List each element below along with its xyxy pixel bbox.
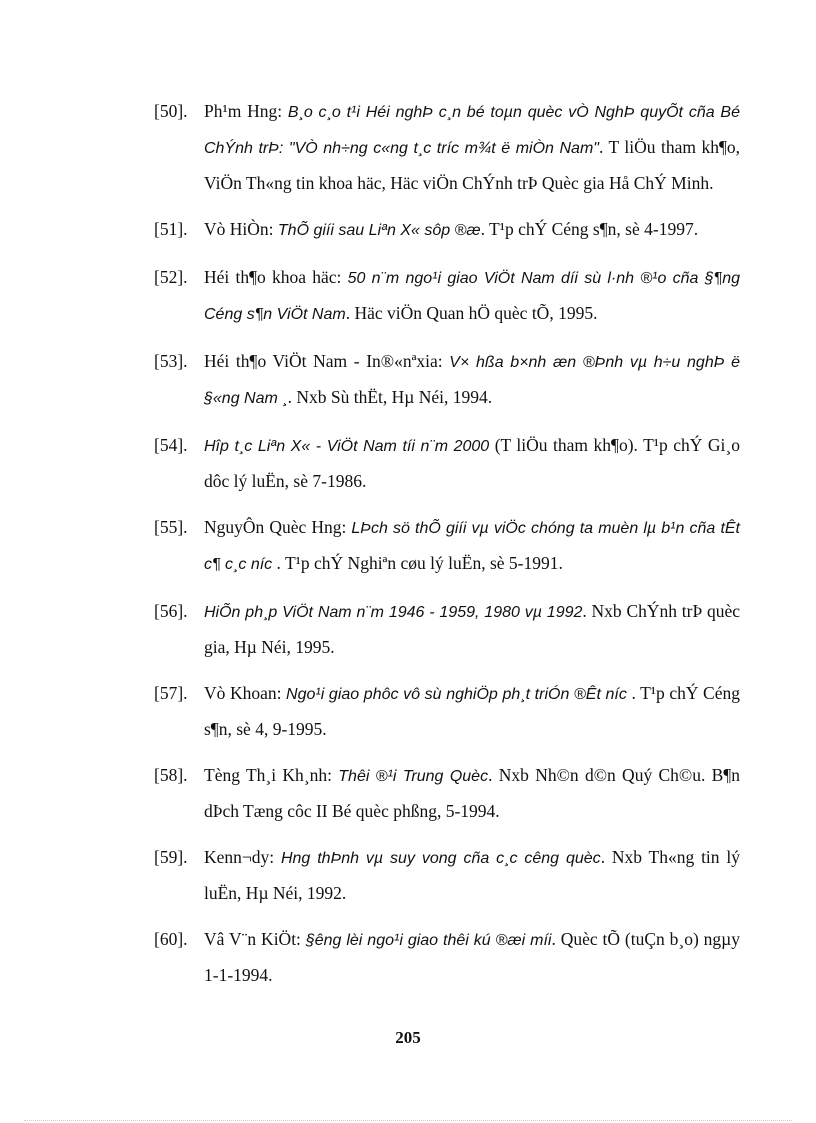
reference-author: Ph¹m Hng:	[204, 101, 288, 121]
reference-number: [50].	[154, 101, 188, 121]
reference-number: [52].	[154, 267, 188, 287]
reference-text	[204, 428, 740, 498]
reference-number: [54].	[154, 435, 188, 455]
reference-title: LÞch sö thÕ giíi vµ viÖc chóng ta muèn lµ b¹n cña tÊt c¶ c¸c níc	[204, 520, 741, 573]
reference-author: NguyÔn Quèc Hng:	[204, 517, 352, 537]
reference-item	[154, 510, 740, 582]
page-bottom-divider	[24, 1120, 792, 1121]
reference-title: Thêi ®¹i Trung Quèc	[338, 768, 489, 785]
reference-author: Héi th¶o ViÖt Nam - In®«nªxia:	[204, 351, 450, 371]
reference-text	[204, 260, 740, 332]
reference-publication-info: . T¹p chÝ Nghiªn cøu lý luËn, sè 5-1991.	[272, 553, 563, 573]
reference-number: [59].	[154, 847, 188, 867]
reference-title: HiÕn ph¸p ViÖt Nam n¨m 1946 - 1959, 1980 vµ 1992	[204, 604, 583, 621]
reference-title: V× hßa b×nh æn ®Þnh vµ h÷u nghÞ ë §«ng Nam ¸	[204, 354, 741, 407]
reference-item	[154, 344, 740, 416]
reference-text	[204, 212, 740, 248]
reference-text	[204, 922, 740, 992]
reference-number: [60].	[154, 929, 188, 949]
reference-text	[204, 344, 740, 416]
reference-publication-info: . Nxb ChÝnh trÞ quèc gia, Hµ Néi, 1995.	[204, 601, 740, 657]
reference-title: Ngo¹i giao phôc vô sù nghiÖp ph¸t triÓn ®Êt níc	[286, 686, 627, 703]
reference-publication-info: . Nxb Nh©n d©n Quý Ch©u. B¶n dÞch Tæng côc II Bé quèc phßng, 5-1994.	[204, 765, 741, 821]
reference-list	[154, 94, 740, 1004]
reference-publication-info: . Quèc tÕ (tuÇn b¸o) ngµy 1-1-1994.	[204, 929, 741, 985]
reference-text	[204, 676, 740, 746]
reference-title: B¸o c¸o t¹i Héi nghÞ c¸n bé toµn quèc vÒ NghÞ quyÕt cña Bé ChÝnh trÞ: "VÒ nh÷ng c«ng t¸c tríc m¾t ë miÒn Nam"	[204, 104, 740, 157]
reference-item	[154, 212, 740, 248]
reference-publication-info: . Nxb Sù thËt, Hµ Néi, 1994.	[287, 387, 493, 407]
reference-author: Héi th¶o khoa häc:	[204, 267, 348, 287]
reference-item	[154, 428, 740, 498]
reference-publication-info: . T¹p chÝ Céng s¶n, sè 4-1997.	[480, 219, 699, 239]
reference-text	[204, 758, 740, 828]
reference-number: [57].	[154, 683, 188, 703]
reference-item	[154, 840, 740, 910]
reference-text	[204, 94, 740, 200]
reference-text	[204, 594, 740, 664]
reference-title: §êng lèi ngo¹i giao thêi kú ®æi míi	[305, 932, 552, 949]
reference-author: Kenn¬dy:	[204, 847, 281, 867]
reference-item	[154, 922, 740, 992]
page-number: 205	[395, 1028, 421, 1047]
reference-title: 50 n¨m ngo¹i giao ViÖt Nam díi sù l·nh ®¹o cña §¶ng Céng s¶n ViÖt Nam	[204, 270, 740, 323]
reference-author: Vâ V¨n KiÖt:	[204, 929, 306, 949]
reference-text	[204, 840, 740, 910]
reference-number: [51].	[154, 219, 188, 239]
reference-publication-info: . Häc viÖn Quan hÖ quèc tÕ, 1995.	[345, 303, 598, 323]
reference-publication-info: (T liÖu tham kh¶o). T¹p chÝ Gi¸o dôc lý luËn, sè 7-1986.	[204, 435, 740, 491]
reference-number: [53].	[154, 351, 188, 371]
reference-publication-info: . T liÖu tham kh¶o, ViÖn Th«ng tin khoa häc, Häc viÖn ChÝnh trÞ Quèc gia Hå ChÝ Minh.	[204, 137, 741, 193]
reference-author: Vò Khoan:	[204, 683, 287, 703]
reference-item	[154, 676, 740, 746]
reference-title: Hîp t¸c Liªn X« - ViÖt Nam tíi n¨m 2000	[204, 438, 490, 455]
reference-author: Vò HiÒn:	[204, 219, 278, 239]
reference-item	[154, 260, 740, 332]
reference-number: [56].	[154, 601, 188, 621]
reference-title: ThÕ giíi sau Liªn X« sôp ®æ	[277, 222, 481, 239]
reference-item	[154, 594, 740, 664]
reference-publication-info: . T¹p chÝ Céng s¶n, sè 4, 9-1995.	[204, 683, 740, 739]
reference-publication-info: . Nxb Th«ng tin lý luËn, Hµ Néi, 1992.	[204, 847, 740, 903]
reference-number: [55].	[154, 517, 188, 537]
reference-text	[204, 510, 740, 582]
reference-author: Tèng Th¸i Kh¸nh:	[204, 765, 339, 785]
reference-title: Hng thÞnh vµ suy vong cña c¸c cêng quèc	[280, 850, 601, 867]
reference-item	[154, 94, 740, 200]
reference-number: [58].	[154, 765, 188, 785]
reference-item	[154, 758, 740, 828]
